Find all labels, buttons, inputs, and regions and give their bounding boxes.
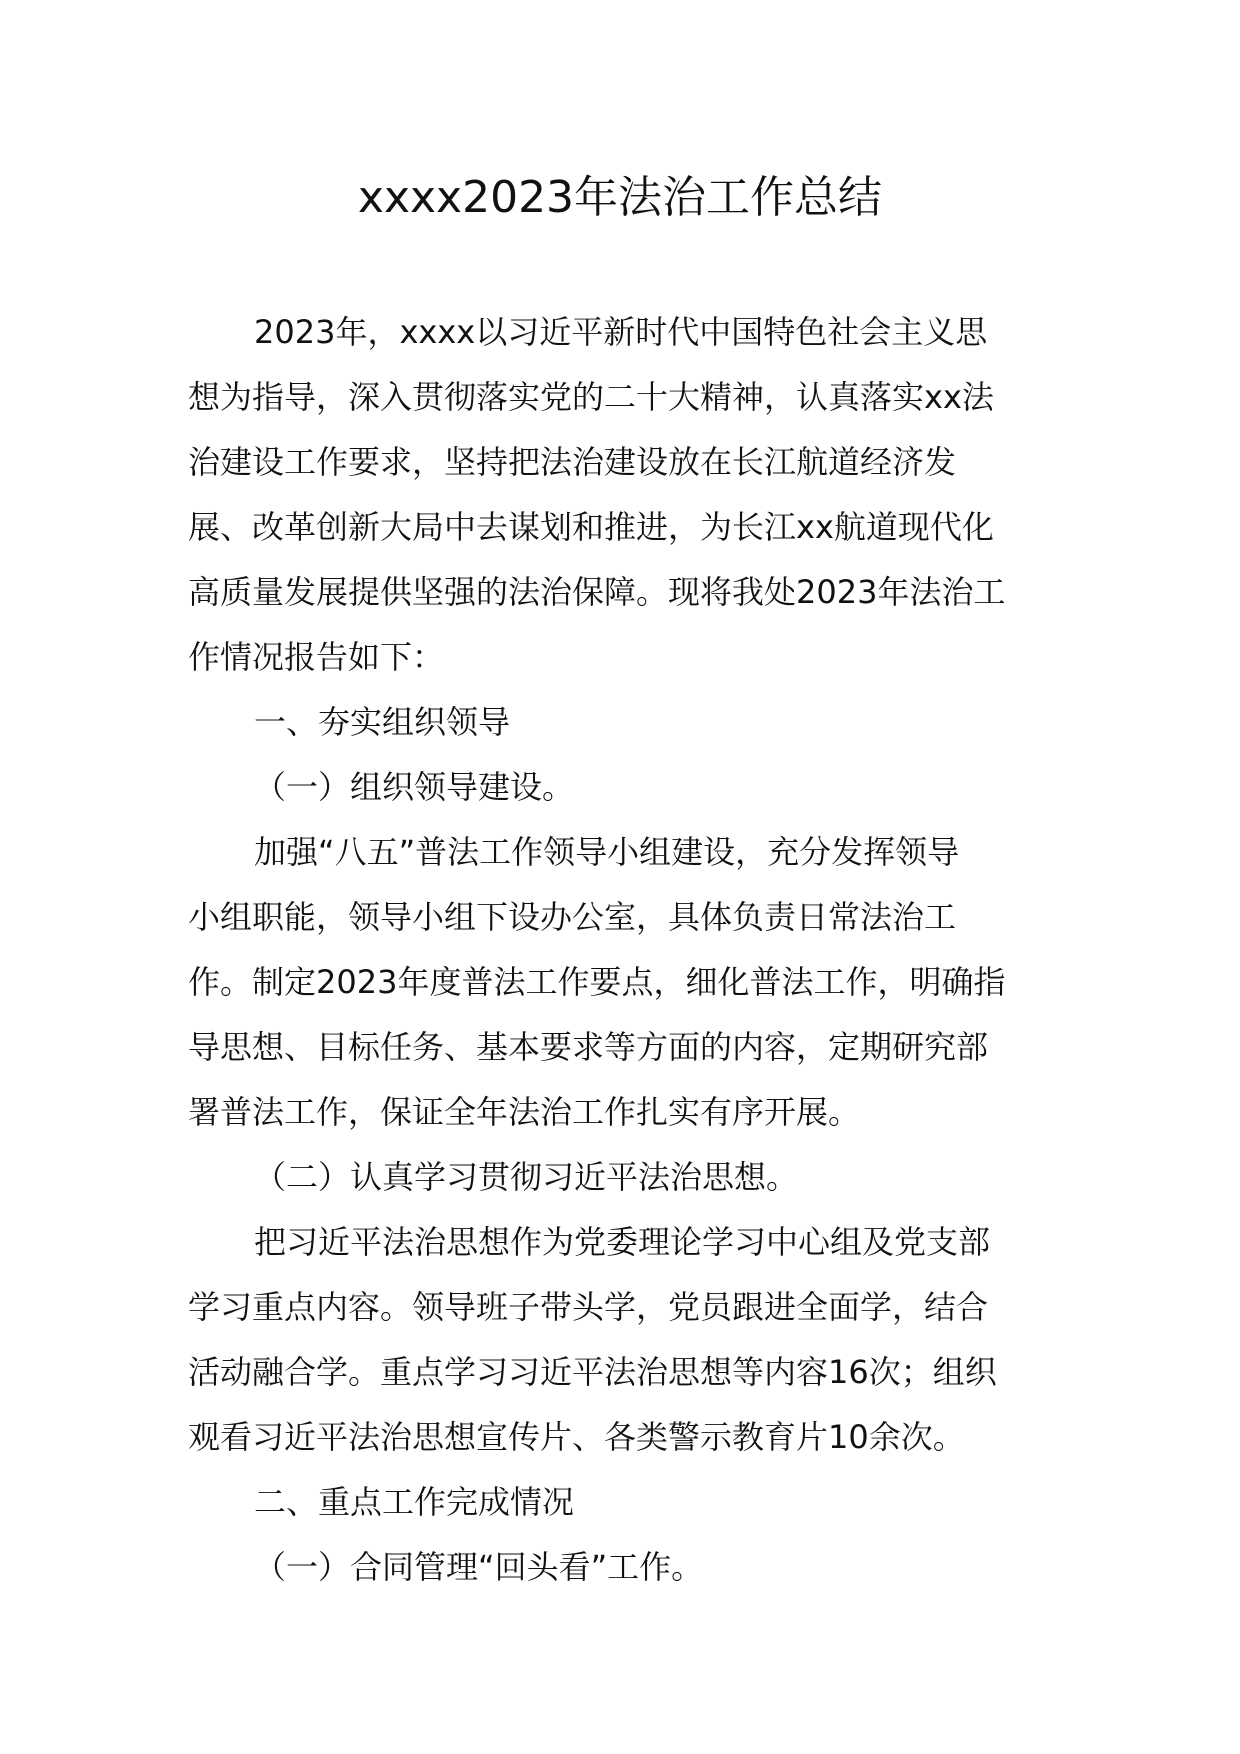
paragraph-line: 展、改革创新大局中去谋划和推进，为长江xx航道现代化 (188, 508, 994, 546)
paragraph-line: 作。制定2023年度普法工作要点，细化普法工作，明确指 (188, 963, 1006, 1001)
paragraph-line: 观看习近平法治思想宣传片、各类警示教育片10余次。 (188, 1418, 965, 1456)
subsection-heading: （二）认真学习贯彻习近平法治思想。 (254, 1158, 799, 1196)
paragraph-line: 活动融合学。重点学习习近平法治思想等内容16次；组织 (188, 1353, 997, 1391)
paragraph-line: 把习近平法治思想作为党委理论学习中心组及党支部 (254, 1223, 991, 1261)
paragraph-line: 治建设工作要求，坚持把法治建设放在长江航道经济发 (188, 443, 957, 481)
paragraph-line: 导思想、目标任务、基本要求等方面的内容，定期研究部 (188, 1028, 989, 1066)
subsection-heading: （一）合同管理“回头看”工作。 (254, 1548, 704, 1586)
paragraph-line: 2023年，xxxx以习近平新时代中国特色社会主义思 (254, 313, 988, 351)
paragraph-line: 高质量发展提供坚强的法治保障。现将我处2023年法治工 (188, 573, 1006, 611)
paragraph-line: 小组职能，领导小组下设办公室，具体负责日常法治工 (188, 898, 957, 936)
paragraph-line: 加强“八五”普法工作领导小组建设，充分发挥领导 (254, 833, 960, 871)
section-heading: 一、夯实组织领导 (254, 703, 511, 741)
paragraph-line: 想为指导，深入贯彻落实党的二十大精神，认真落实xx法 (188, 378, 994, 416)
document-title: xxxx2023年法治工作总结 (357, 172, 883, 223)
paragraph-line: 作情况报告如下： (188, 638, 445, 676)
paragraph-line: 学习重点内容。领导班子带头学，党员跟进全面学，结合 (188, 1288, 989, 1326)
paragraph-line: 署普法工作，保证全年法治工作扎实有序开展。 (188, 1093, 861, 1131)
subsection-heading: （一）组织领导建设。 (254, 768, 575, 806)
section-heading: 二、重点工作完成情况 (254, 1483, 575, 1521)
document-body (188, 300, 1068, 1600)
